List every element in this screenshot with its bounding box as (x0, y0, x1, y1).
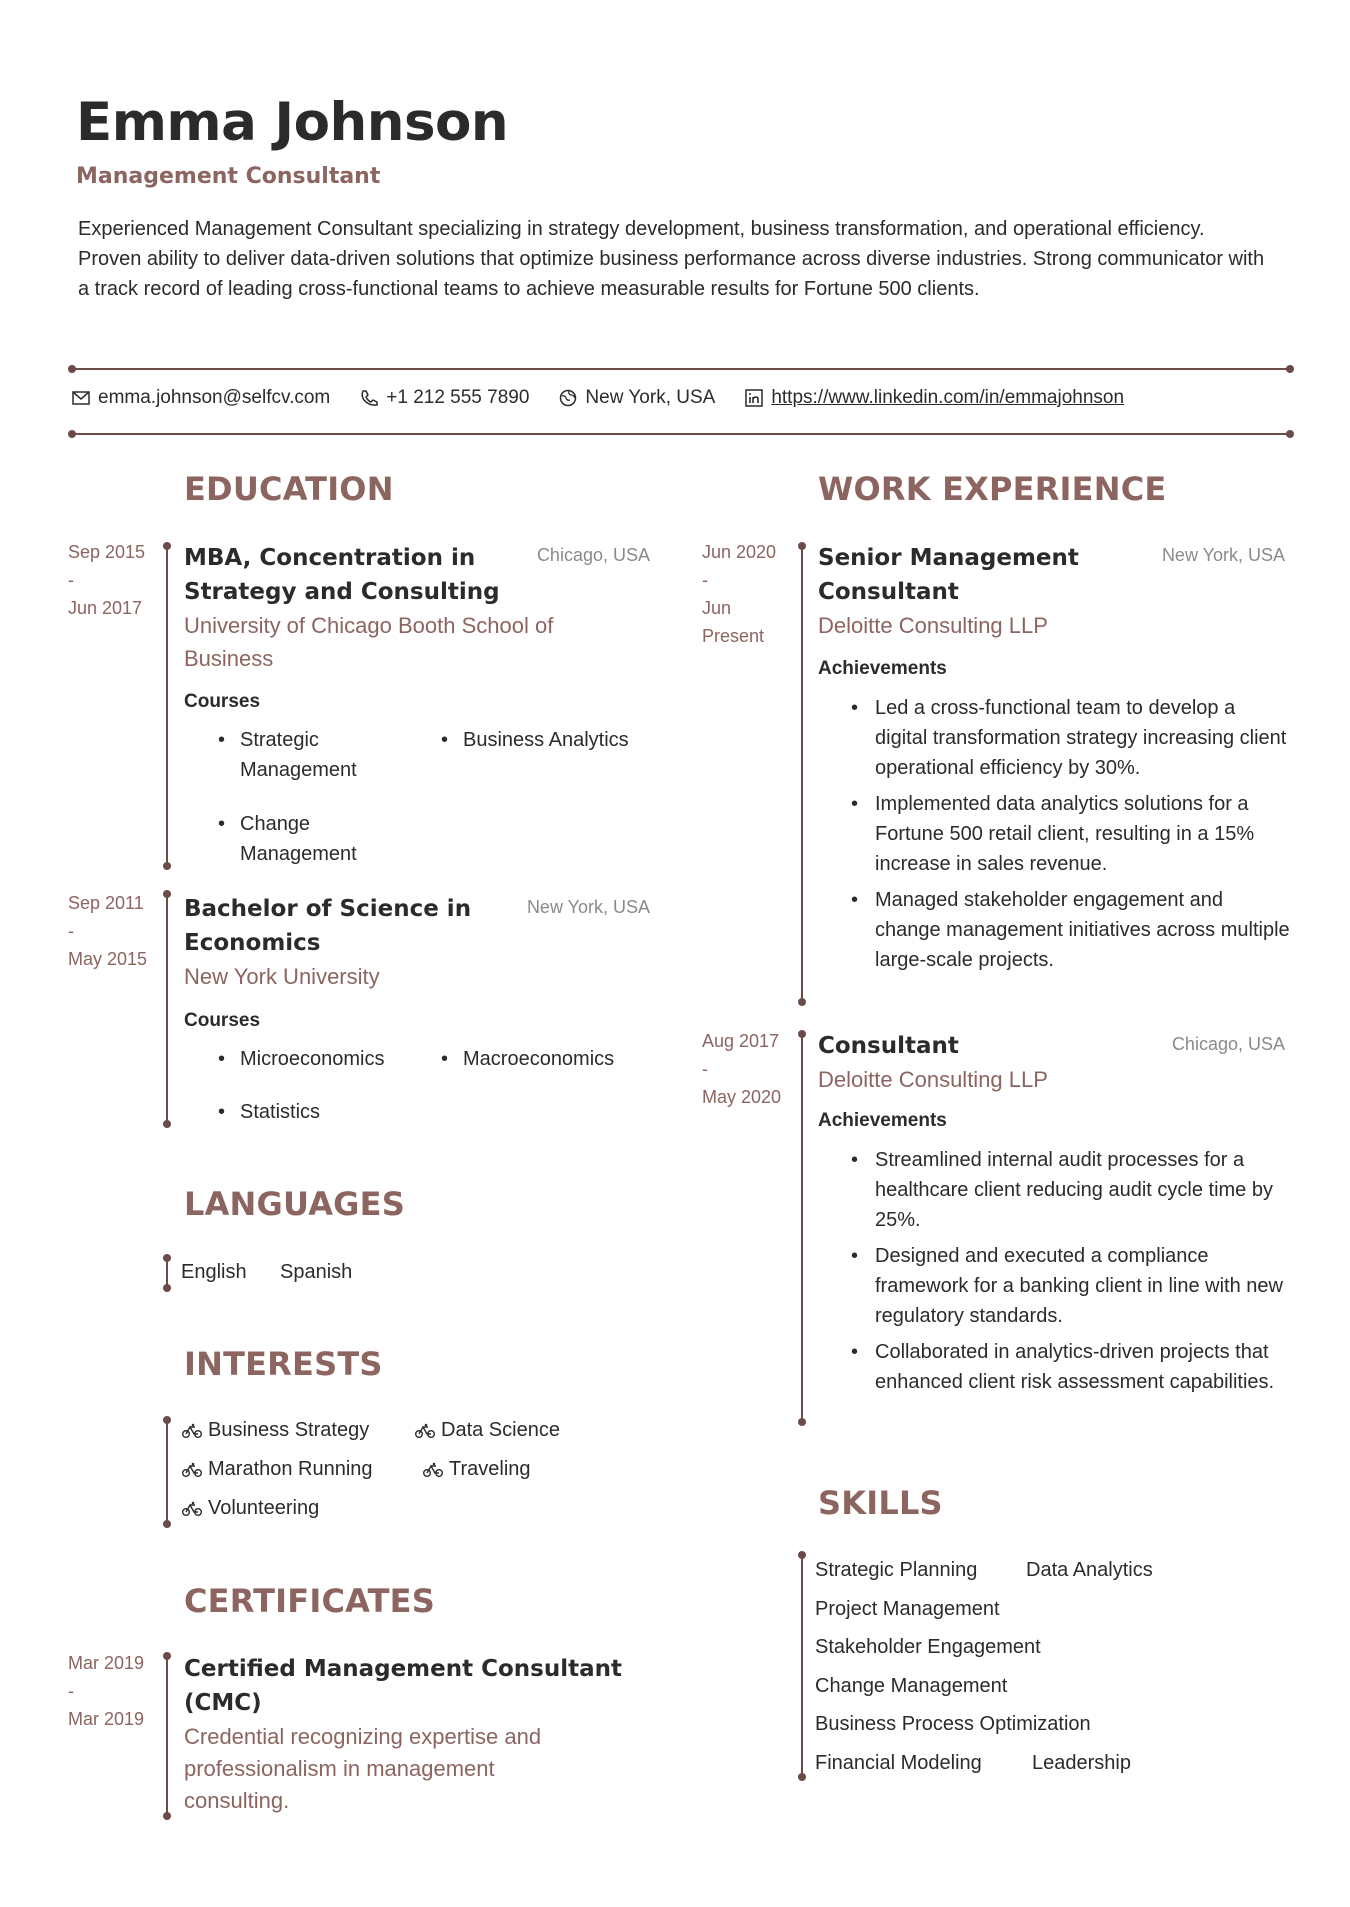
bicycle-icon (182, 1423, 202, 1439)
work-1-role-line2: Consultant (818, 579, 959, 605)
work-2-start: Aug 2017 (702, 1031, 780, 1051)
interest-label: Marathon Running (208, 1458, 373, 1480)
edu-1-degree-line2: Strategy and Consulting (184, 579, 500, 605)
interest-label: Traveling (449, 1458, 531, 1480)
certificates-heading: CERTIFICATES (184, 1582, 435, 1620)
bicycle-icon (423, 1462, 443, 1478)
cert-timeline (166, 1656, 168, 1816)
bicycle-icon (182, 1462, 202, 1478)
work-2-end: May 2020 (702, 1087, 782, 1107)
contact-location (559, 387, 715, 409)
work-1-timeline (801, 546, 803, 1002)
edu-1-course: • Strategic Management (218, 725, 398, 785)
interest-item (182, 1458, 373, 1481)
interest-item (415, 1419, 560, 1442)
linkedin-link[interactable]: https://www.linkedin.com/in/emmajohnson (771, 387, 1125, 408)
location-text: New York, USA (585, 387, 716, 408)
envelope-icon (72, 391, 90, 405)
edu-1-courses-label: Courses (184, 691, 261, 712)
cert-start: Mar 2019 (68, 1653, 145, 1673)
skill-item: Data Analytics (1026, 1559, 1153, 1581)
edu-1-end: Jun 2017 (68, 598, 143, 618)
cert-desc-line1: Credential recognizing expertise and (184, 1724, 542, 1749)
skill-item: Strategic Planning (815, 1559, 978, 1581)
edu-1-degree-line1: MBA, Concentration in (184, 545, 476, 571)
edu-1-start: Sep 2015 (68, 542, 146, 562)
work-1-achievements (851, 693, 1291, 981)
skill-item: Business Process Optimization (815, 1713, 1091, 1735)
email-text: emma.johnson@selfcv.com (98, 387, 331, 408)
work-2-achievements-label: Achievements (818, 1110, 947, 1131)
edu-2-location: New York, USA (526, 897, 650, 917)
contact-bar (72, 387, 1154, 409)
interest-item (423, 1458, 531, 1481)
edu-1-course: • Change Management (218, 809, 398, 869)
edu-2-end: May 2015 (68, 949, 148, 969)
edu-1-timeline (166, 546, 168, 866)
interests-heading: INTERESTS (184, 1345, 383, 1383)
phone-text: +1 212 555 7890 (386, 387, 530, 408)
interests-timeline (166, 1420, 168, 1524)
work-2-timeline (801, 1034, 803, 1422)
contact-top-divider (72, 368, 1290, 370)
edu-2-courses-label: Courses (184, 1010, 261, 1031)
cert-end: Mar 2019 (68, 1709, 145, 1729)
work-2-location: Chicago, USA (1171, 1034, 1285, 1054)
phone-icon (360, 389, 378, 407)
edu-2-start: Sep 2011 (68, 893, 144, 913)
bicycle-icon (415, 1423, 435, 1439)
skill-item: Financial Modeling (815, 1752, 982, 1774)
language-item: Spanish (280, 1261, 353, 1283)
profile-summary: Experienced Management Consultant specializing in strategy development, business transformation, and operational efficiency. Proven ability to deliver data-driven solutions that optimize business performance across diverse industries. Strong communicator with a track record of leading cross-functional teams to achieve measurable results for Fortune 500 clients. (78, 218, 1265, 300)
edu-1-date-sep: - (68, 570, 74, 590)
interest-label: Volunteering (208, 1497, 320, 1519)
edu-2-timeline (166, 894, 168, 1124)
contact-email[interactable] (72, 387, 330, 409)
edu-2-date-sep: - (68, 921, 74, 941)
cert-desc-line3: consulting. (184, 1788, 290, 1813)
skill-item: Leadership (1032, 1752, 1131, 1774)
work-1-start: Jun 2020 (702, 542, 777, 562)
skill-item: Stakeholder Engagement (815, 1636, 1041, 1658)
achievement-item: • Implemented data analytics solutions for a Fortune 500 retail client, resulting in a 15% increase in sales revenue. (851, 789, 1291, 879)
interest-item (182, 1497, 319, 1520)
work-1-date-sep: - (702, 570, 708, 590)
work-1-location: New York, USA (1161, 545, 1285, 565)
work-1-company: Deloitte Consulting LLP (818, 613, 1048, 638)
edu-1-school-line2: Business (184, 646, 274, 671)
work-1-end: Jun (702, 598, 732, 618)
skill-item: Change Management (815, 1675, 1008, 1697)
cert-date-sep: - (68, 1681, 74, 1701)
work-1-end-present: Present (702, 626, 765, 646)
edu-2-course: • Microeconomics (218, 1044, 418, 1074)
globe-icon (559, 389, 577, 407)
interest-label: Data Science (441, 1419, 560, 1441)
cert-name-line2: (CMC) (184, 1690, 262, 1716)
skills-timeline (801, 1555, 803, 1777)
interest-item (182, 1419, 369, 1442)
work-2-company: Deloitte Consulting LLP (818, 1067, 1048, 1092)
language-item: English (181, 1261, 247, 1283)
contact-phone[interactable] (360, 387, 529, 409)
work-1-role-line1: Senior Management (818, 545, 1079, 571)
achievement-item: • Collaborated in analytics-driven projects that enhanced client risk assessment capabilities. (851, 1337, 1291, 1397)
work-2-achievements (851, 1145, 1291, 1403)
work-experience-heading: WORK EXPERIENCE (818, 470, 1167, 508)
languages-heading: LANGUAGES (184, 1185, 405, 1223)
achievement-item: • Streamlined internal audit processes for a healthcare client reducing audit cycle time by 25%. (851, 1145, 1291, 1235)
edu-2-school: New York University (184, 964, 380, 989)
linkedin-icon (745, 389, 763, 407)
skills-heading: SKILLS (818, 1484, 943, 1522)
edu-1-location: Chicago, USA (536, 545, 650, 565)
edu-2-course: • Macroeconomics (441, 1044, 661, 1074)
achievement-item: • Led a cross-functional team to develop a digital transformation strategy increasing client operational efficiency by 30%. (851, 693, 1291, 783)
edu-2-course: • Statistics (218, 1097, 418, 1127)
cert-desc-line2: professionalism in management (184, 1756, 495, 1781)
cert-name-line1: Certified Management Consultant (184, 1656, 623, 1682)
bicycle-icon (182, 1501, 202, 1517)
work-2-date-sep: - (702, 1059, 708, 1079)
candidate-name: Emma Johnson (76, 92, 509, 153)
edu-1-course: • Business Analytics (441, 725, 661, 755)
skill-item: Project Management (815, 1598, 1000, 1620)
contact-bottom-divider (72, 433, 1290, 435)
languages-timeline (166, 1258, 168, 1288)
contact-linkedin[interactable] (745, 387, 1124, 409)
candidate-title: Management Consultant (76, 164, 381, 189)
achievement-item: • Designed and executed a compliance framework for a banking client in line with new regulatory standards. (851, 1241, 1291, 1331)
achievement-item: • Managed stakeholder engagement and change management initiatives across multiple large-scale projects. (851, 885, 1291, 975)
work-1-achievements-label: Achievements (818, 658, 947, 679)
edu-2-degree-line2: Economics (184, 930, 321, 956)
education-heading: EDUCATION (184, 470, 394, 508)
edu-2-degree-line1: Bachelor of Science in (184, 896, 472, 922)
work-2-role: Consultant (818, 1033, 959, 1059)
edu-1-school-line1: University of Chicago Booth School of (184, 613, 554, 638)
interest-label: Business Strategy (208, 1419, 370, 1441)
